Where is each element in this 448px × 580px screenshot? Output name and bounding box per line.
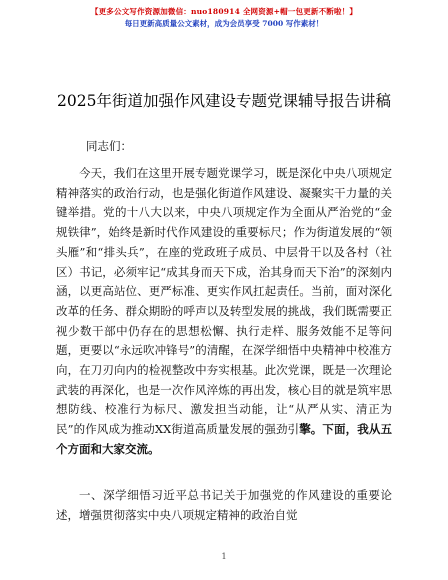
document-title: 2025年街道加强作风建设专题党课辅导报告讲稿 (57, 92, 391, 110)
body-paragraph (56, 164, 392, 460)
paragraph-bold-text: 擎。下面，我从五个方面和大家交流。 (56, 422, 392, 456)
banner-promo-line: 【更多公文写作资源加微信：nuo180914 全网资源+帽一包更新不断啦！】 (90, 7, 358, 16)
banner-member-line: 每日更新高质量公文素材，成为会员享受 7000 写作素材！ (124, 19, 324, 28)
section-heading-1: 一、深学细悟习近平总书记关于加强党的作风建设的重要论述，增强贯彻落实中央八项规定精神的政治自觉 (56, 488, 392, 522)
salutation: 同志们： (86, 139, 132, 153)
page-number: 1 (221, 552, 227, 561)
header-banner (0, 6, 448, 29)
paragraph-text: 今天，我们在这里开展专题党课学习，既是深化中央八项规定精神落实的政治行动，也是强化街道作风建设、凝聚实干力量的关键举措。党的十八大以来，中央八项规定作为全面从严治党的“金规铁律”，始终是新时代作风建设的重要标尺；作为街道发展的“领头雁”和“排头兵”，在座的党政班子成员、中层骨干以及各村（社区）书记，必须牢记“成其身而天下成，治其身而天下治”的深刻内涵，以更高站位、更严标准、更实作风扛起责任。当前，面对深化改革的任务、群众期盼的呼声以及转型发展的挑战，我们既需要正视少数干部中仍存在的思想松懈、执行走样、服务效能不足等问题，更要以“永远吹冲锋号”的清醒，在深学细悟中央精神中校准方向，在刀刃向内的检视整改中夯实根基。此次党课，既是一次理论武装的再深化，也是一次作风淬炼的再出发，核心目的就是筑牢思想防线、校准行为标尺、激发担当动能，让“从严从实、清正为民”的作风成为推动XX街道高质量发展的强劲引 (56, 166, 392, 437)
